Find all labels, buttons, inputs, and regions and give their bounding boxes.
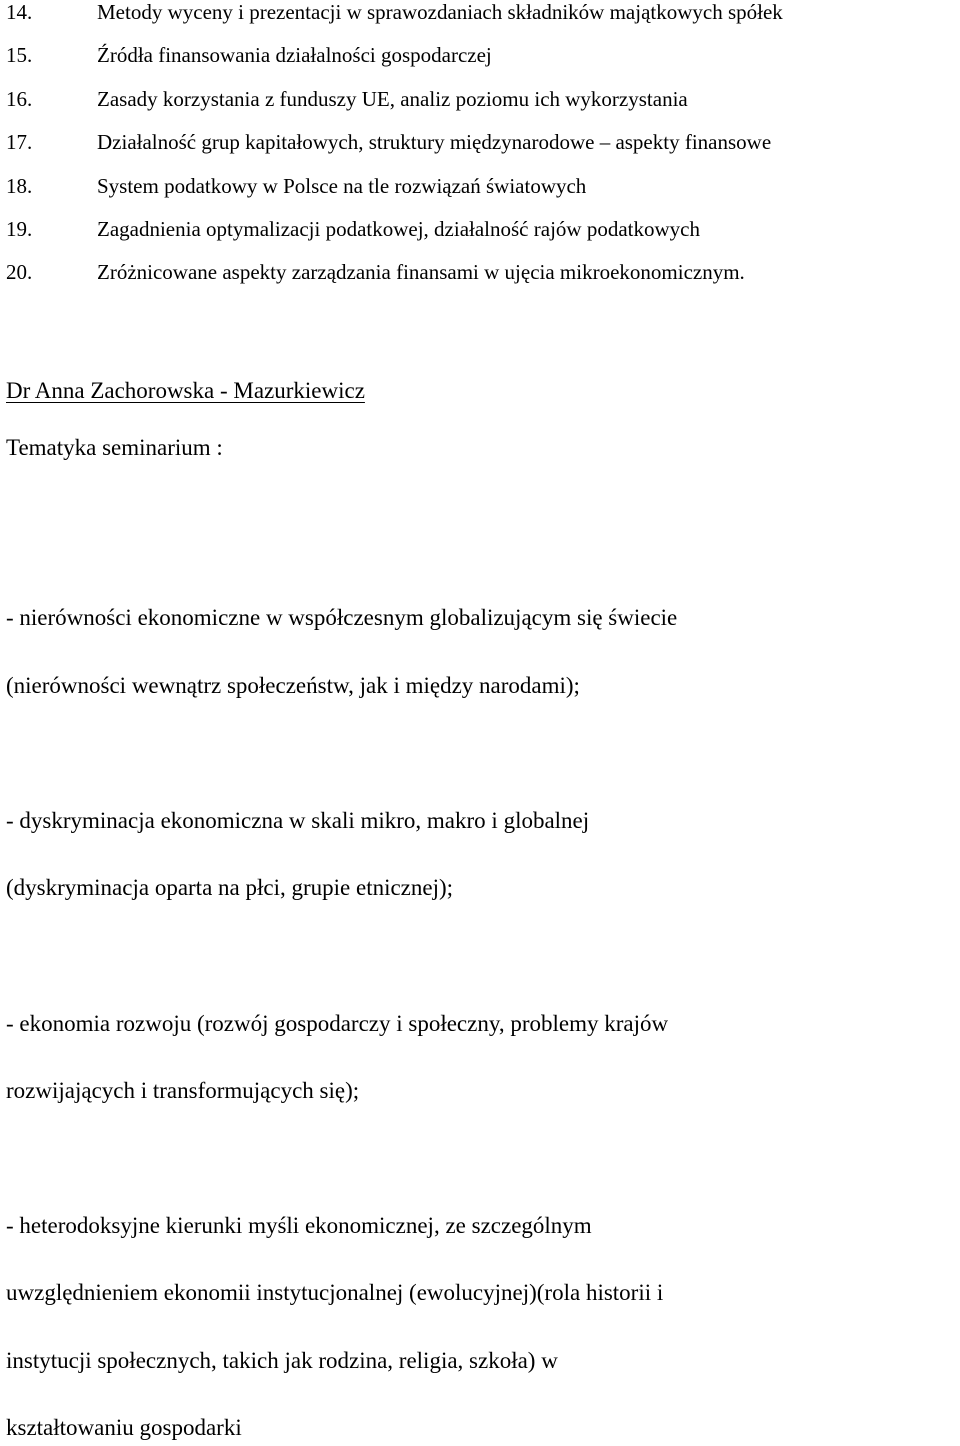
list-item: [6, 87, 688, 111]
seminar-topic-line: uwzględnieniem ekonomii instytucjonalnej (ewolucyjnej)(rola historii i: [6, 1280, 664, 1305]
seminar-topic-line: kształtowaniu gospodarki: [6, 1415, 242, 1440]
list-item: [6, 43, 492, 67]
seminar-topic-line: - dyskryminacja ekonomiczna w skali mikro, makro i globalnej: [6, 808, 590, 833]
list-item-text: Zagadnienia optymalizacji podatkowej, działalność rajów podatkowych: [97, 217, 700, 241]
list-item-number: 20.: [6, 260, 33, 284]
seminar-topic-line: instytucji społecznych, takich jak rodzina, religia, szkoła) w: [6, 1348, 558, 1373]
list-item: [6, 0, 783, 24]
seminar-heading: Tematyka seminarium :: [6, 435, 223, 460]
list-item-text: Zróżnicowane aspekty zarządzania finansami w ujęcia mikroekonomicznym.: [97, 260, 745, 284]
list-item-text: Działalność grup kapitałowych, struktury międzynarodowe – aspekty finansowe: [97, 130, 772, 154]
list-item-text: Zasady korzystania z funduszy UE, analiz poziomu ich wykorzystania: [97, 87, 688, 111]
list-item-number: 19.: [6, 217, 33, 241]
list-item-number: 15.: [6, 43, 33, 67]
list-item-number: 16.: [6, 87, 33, 111]
list-item-text: System podatkowy w Polsce na tle rozwiązań światowych: [97, 174, 587, 198]
seminar-topic-line: - nierówności ekonomiczne w współczesnym globalizującym się świecie: [6, 605, 678, 630]
seminar-topic-line: - ekonomia rozwoju (rozwój gospodarczy i społeczny, problemy krajów: [6, 1011, 669, 1036]
seminar-topic-line: - heterodoksyjne kierunki myśli ekonomicznej, ze szczególnym: [6, 1213, 592, 1238]
list-item-text: Metody wyceny i prezentacji w sprawozdaniach składników majątkowych spółek: [97, 0, 783, 24]
list-item: [6, 217, 700, 241]
list-item-text: Źródła finansowania działalności gospodarczej: [97, 43, 492, 67]
seminar-topic-line: (nierówności wewnątrz społeczeństw, jak i między narodami);: [6, 673, 580, 698]
list-item-number: 17.: [6, 130, 33, 154]
supervisor-name: Dr Anna Zachorowska - Mazurkiewicz: [6, 378, 365, 403]
list-item-number: 14.: [6, 0, 33, 24]
seminar-topic-line: (dyskryminacja oparta na płci, grupie etnicznej);: [6, 875, 454, 900]
list-item: [6, 260, 745, 284]
seminar-topic-line: rozwijających i transformujących się);: [6, 1078, 360, 1103]
list-item-number: 18.: [6, 174, 33, 198]
list-item: [6, 130, 771, 154]
list-item: [6, 174, 586, 198]
